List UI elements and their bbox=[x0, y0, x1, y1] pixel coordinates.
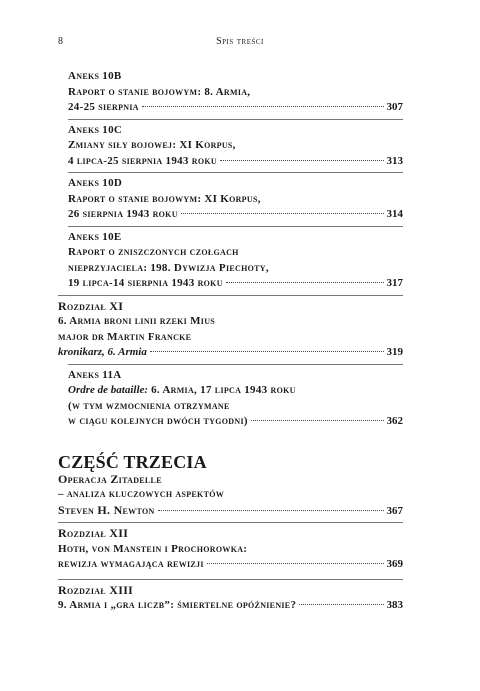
chapter-title-line: Hoth, von Manstein i Prochorowka: bbox=[58, 542, 248, 555]
entry-heading: Aneks 10B bbox=[68, 70, 122, 82]
toc-entry-chapter-13[interactable] bbox=[58, 583, 403, 614]
entry-title-line: nieprzyjaciela: 198. Dywizja Piechoty, bbox=[68, 261, 269, 274]
entry-title-line: 24-25 sierpnia bbox=[68, 101, 139, 113]
entry-title-line: 26 sierpnia 1943 roku bbox=[68, 208, 178, 220]
page-number: 8 bbox=[58, 36, 63, 47]
toc-entry-aneks-10d[interactable] bbox=[58, 176, 403, 223]
dot-leader bbox=[142, 106, 384, 107]
chapter-title-line: 9. Armia i „gra liczb”: śmiertelne opóźnienie? bbox=[58, 599, 297, 611]
entry-divider bbox=[68, 364, 403, 365]
entry-title-line: Zmiany siły bojowej: XI Korpus, bbox=[68, 139, 236, 151]
dot-leader bbox=[299, 604, 383, 605]
part-title[interactable]: CZĘŚĆ TRZECIA bbox=[58, 451, 207, 472]
entry-divider bbox=[68, 172, 403, 173]
page-ref: 319 bbox=[386, 346, 403, 358]
toc-entry-aneks-10c[interactable] bbox=[58, 123, 403, 170]
toc-entry-aneks-11a[interactable] bbox=[58, 368, 403, 430]
entry-heading: Aneks 11A bbox=[68, 368, 122, 381]
running-title: Spis treści bbox=[216, 36, 264, 47]
dot-leader bbox=[207, 563, 384, 564]
chapter-title-line: rewizja wymagająca rewizji bbox=[58, 558, 204, 570]
page-ref: 383 bbox=[386, 599, 403, 611]
page-ref: 317 bbox=[386, 277, 403, 289]
chapter-author-role: kronikarz, 6. Armia bbox=[58, 346, 147, 358]
table-of-contents bbox=[58, 69, 403, 614]
part-author: Steven H. Newton bbox=[58, 502, 155, 517]
toc-entry-aneks-10b[interactable] bbox=[58, 69, 403, 116]
page-ref: 362 bbox=[386, 415, 403, 427]
page-ref: 369 bbox=[386, 558, 403, 570]
entry-heading: Aneks 10D bbox=[68, 177, 123, 189]
entry-divider bbox=[68, 119, 403, 120]
page-ref: 367 bbox=[386, 504, 403, 517]
page-ref: 313 bbox=[386, 154, 403, 167]
chapter-heading: Rozdział XI bbox=[58, 298, 124, 313]
part-subtitle: Operacja Zitadelle bbox=[58, 471, 162, 486]
chapter-author-line: major dr Martin Francke bbox=[58, 330, 192, 343]
toc-entry-aneks-10e[interactable] bbox=[58, 230, 403, 292]
entry-title-line: Raport o stanie bojowym: XI Korpus, bbox=[68, 192, 261, 205]
dot-leader bbox=[150, 351, 384, 352]
dot-leader bbox=[226, 282, 384, 283]
entry-title-line: Raport o stanie bojowym: 8. Armia, bbox=[68, 85, 251, 98]
entry-title-line: Ordre de bataille: 6. Armia, 17 lipca 1943 roku bbox=[68, 384, 296, 396]
part-subtitle-line: – analiza kluczowych aspektów bbox=[58, 488, 225, 500]
chapter-heading: Rozdział XIII bbox=[58, 582, 134, 597]
dot-leader bbox=[220, 160, 384, 161]
entry-heading: Aneks 10C bbox=[68, 123, 123, 136]
toc-entry-chapter-11[interactable] bbox=[58, 299, 403, 361]
chapter-divider bbox=[58, 579, 403, 580]
page-ref: 307 bbox=[386, 101, 403, 113]
entry-title-line: (w tym wzmocnienia otrzymane bbox=[68, 399, 230, 412]
page-ref: 314 bbox=[386, 208, 403, 220]
dot-leader bbox=[251, 420, 384, 421]
entry-title-line: Raport o zniszczonych czołgach bbox=[68, 246, 239, 258]
chapter-title-line: 6. Armia broni linii rzeki Mius bbox=[58, 315, 216, 327]
chapter-divider bbox=[58, 295, 403, 296]
toc-entry-chapter-12[interactable] bbox=[58, 526, 403, 573]
entry-divider bbox=[68, 226, 403, 227]
chapter-divider bbox=[58, 522, 403, 523]
dot-leader bbox=[158, 510, 384, 511]
dot-leader bbox=[181, 213, 384, 214]
toc-entry-part-3[interactable] bbox=[58, 472, 403, 520]
entry-title-line: w ciągu kolejnych dwóch tygodni) bbox=[68, 415, 248, 427]
entry-title-line: 19 lipca-14 sierpnia 1943 roku bbox=[68, 277, 223, 289]
entry-heading: Aneks 10E bbox=[68, 230, 122, 243]
entry-title-line: 4 lipca-25 sierpnia 1943 roku bbox=[68, 154, 217, 167]
chapter-heading: Rozdział XII bbox=[58, 526, 129, 540]
